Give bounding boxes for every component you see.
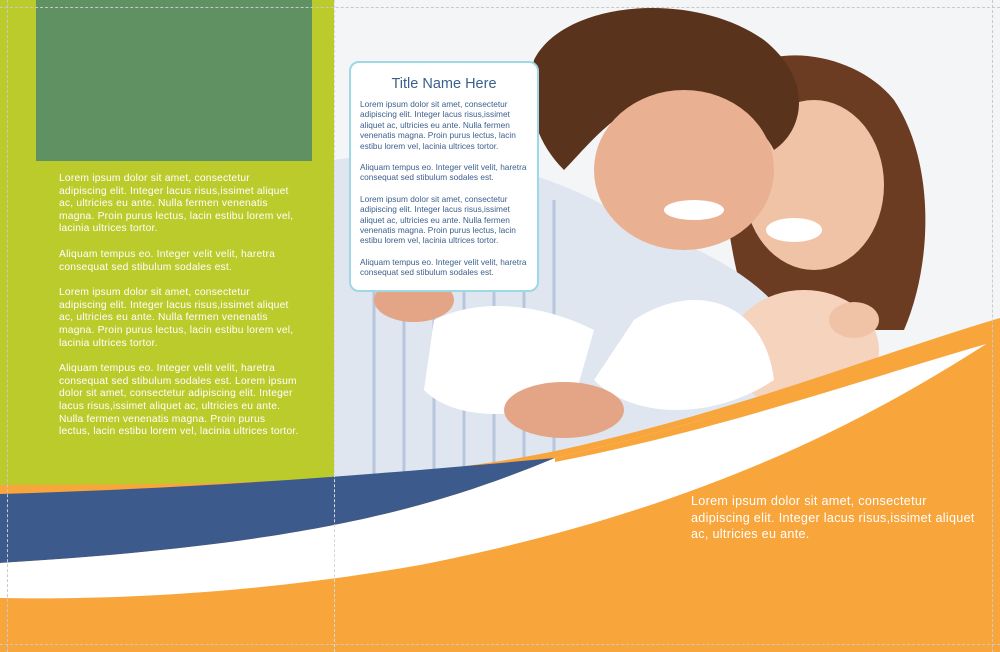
guide-line: [0, 7, 1000, 8]
card-paragraph: Aliquam tempus eo. Integer velit velit, haretra consequat sed stibulum sodales est.: [360, 162, 527, 183]
card-paragraph: Aliquam tempus eo. Integer velit velit, haretra consequat sed stibulum sodales est.: [360, 256, 527, 278]
card-title: Title Name Here: [391, 76, 497, 92]
left-paragraph: Aliquam tempus eo. Integer velit velit, haretra consequat sed stibulum sodales est. Lorem ipsum dolor sit amet, consectetur adipiscing elit. Integer lacus risus,issimet aliquet ac, ultricies eu ante. Nulla fermen venenatis magna. Proin purus lectus, lacin estibu lorem vel, lacinia ultrices tortor.: [59, 363, 299, 438]
guide-line: [334, 0, 335, 652]
guide-line: [7, 0, 8, 652]
card-paragraph: Lorem ipsum dolor sit amet, consectetur adipiscing elit. Integer lacus risus,issimet aliquet ac, ultricies eu ante. Nulla fermen venenatis magna. Proin purus lectus, lacin estibu lorem vel, lacinia ultrices tortor.: [360, 99, 516, 151]
left-paragraph: Lorem ipsum dolor sit amet, consectetur adipiscing elit. Integer lacus risus,issimet aliquet ac, ultricies eu ante. Nulla fermen venenatis magna. Proin purus lectus, lacin estibu lorem vel, lacinia ultrices tortor.: [59, 287, 294, 349]
left-paragraph: Lorem ipsum dolor sit amet, consectetur adipiscing elit. Integer lacus risus,issimet aliquet ac, ultricies eu ante. Nulla fermen venenatis magna. Proin purus lectus, lacin estibu lorem vel, lacinia ultrices tortor.: [59, 173, 294, 235]
guide-line: [992, 0, 993, 652]
left-paragraph: Aliquam tempus eo. Integer velit velit, haretra consequat sed stibulum sodales est.: [59, 248, 276, 273]
guide-line: [0, 644, 1000, 645]
card-paragraph: Lorem ipsum dolor sit amet, consectetur adipiscing elit. Integer lacus risus,issimet aliquet ac, ultricies eu ante. Nulla fermen venenatis magna. Proin purus lectus, lacin estibu lorem vel, lacinia ultrices tortor.: [360, 193, 516, 246]
bottom-right-text: Lorem ipsum dolor sit amet, consectetur adipiscing elit. Integer lacus risus,issimet aliquet ac, ultricies eu ante.: [691, 494, 975, 541]
